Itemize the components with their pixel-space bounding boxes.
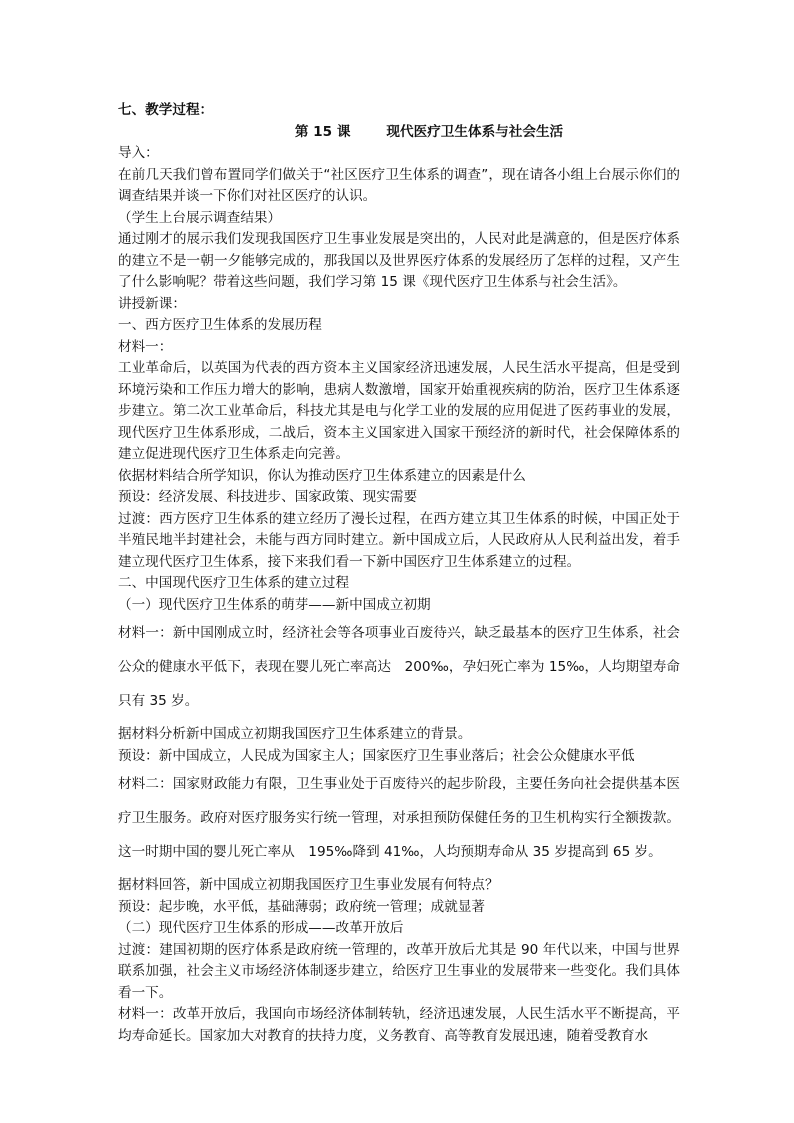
material-1-text: 工业革命后，以英国为代表的西方资本主义国家经济迅速发展，人民生活水平提高，但是受到环境污染和工作压力增大的影响，患病人数激增，国家开始重视疾病的防治，医疗卫生体系逐步建立。第二次工业革命后，科技尤其是电与化学工业的发展的应用促进了医药事业的发展，现代医疗卫生体系形成，二战后，资本主义国家进入国家干预经济的新时代，社会保障体系的建立促进现代医疗卫生体系走向完善。 — [118, 360, 680, 462]
transition-3: 过渡：建国初期的医疗体系是政府统一管理的，改革开放后尤其是 90 年代以来，中国与世界联系加强，社会主义市场经济体制逐步建立，给医疗卫生事业的发展带来一些变化。我们具体看一下。 — [118, 941, 680, 1001]
transition-1: 通过刚才的展示我们发现我国医疗卫生事业发展是突出的，人民对此是满意的，但是医疗体系的建立不是一朝一夕能够完成的，那我国以及世界医疗体系的发展经历了怎样的过程，又产生了什么影响呢？带着这些问题，我们学习第 15 课《现代医疗卫生体系与社会生活》。 — [118, 231, 680, 290]
sub-2-heading: （二）现代医疗卫生体系的形成——改革开放后 — [118, 920, 404, 936]
question-2: 据材料分析新中国成立初期我国医疗卫生体系建立的背景。 — [118, 726, 472, 742]
intro-label: 导入： — [118, 145, 159, 161]
transition-2: 过渡：西方医疗卫生体系的建立经历了漫长过程，在西方建立其卫生体系的时候，中国正处于半殖民地半封建社会，未能与西方同时建立。新中国成立后，人民政府从人民利益出发，着手建立现代医疗卫生体系，接下来我们看一下新中国医疗卫生体系建立的过程。 — [118, 510, 680, 570]
material-3-text: 材料一：改革开放后，我国向市场经济体制转轨，经济迅速发展，人民生活水平不断提高，平均寿命延长。国家加大对教育的扶持力度，义务教育、高等教育发展迅速，随着受教育水 — [118, 1006, 680, 1044]
material-1-label: 材料一： — [118, 338, 173, 355]
lesson-title — [118, 122, 680, 144]
part-1-heading: 一、西方医疗卫生体系的发展历程 — [118, 317, 322, 333]
lesson-number: 第 15 课 — [294, 123, 351, 140]
document-page — [118, 100, 680, 1047]
preset-3: 预设：起步晚，水平低，基础薄弱；政府统一管理；成就显著 — [118, 898, 486, 915]
question-3: 据材料回答，新中国成立初期我国医疗卫生事业发展有何特点？ — [118, 877, 499, 893]
intro-text: 在前几天我们曾布置同学们做关于“社区医疗卫生体系的调查”，现在请各小组上台展示你们的调查结果并谈一下你们对社区医疗的认识。 — [118, 166, 680, 204]
material-1b-text: 材料一：新中国刚成立时，经济社会等各项事业百废待兴，缺乏最基本的医疗卫生体系，社会公众的健康水平低下，表现在婴儿死亡率高达 200‰，孕妇死亡率为 15‰，人均期望寿命只有 35 岁。 — [118, 625, 680, 709]
student-show: （学生上台展示调查结果） — [118, 209, 282, 226]
preset-2: 预设：新中国成立，人民成为国家主人；国家医疗卫生事业落后；社会公众健康水平低 — [118, 747, 635, 764]
section-heading: 七、教学过程： — [118, 102, 214, 118]
sub-1-heading: （一）现代医疗卫生体系的萌芽——新中国成立初期 — [118, 596, 431, 613]
lesson-name: 现代医疗卫生体系与社会生活 — [386, 123, 564, 140]
new-lesson-label: 讲授新课： — [118, 295, 186, 312]
preset-1: 预设：经济发展、科技进步、国家政策、现实需要 — [118, 489, 418, 505]
material-2-text: 材料二：国家财政能力有限，卫生事业处于百废待兴的起步阶段，主要任务向社会提供基本医疗卫生服务。政府对医疗服务实行统一管理，对承担预防保健任务的卫生机构实行全额拨款。这一时期中国的婴儿死亡率从 195‰降到 41‰，人均预期寿命从 35 岁提高到 65 岁。 — [118, 776, 680, 860]
question-1: 依据材料结合所学知识，你认为推动医疗卫生体系建立的因素是什么 — [118, 467, 526, 484]
part-2-heading: 二、中国现代医疗卫生体系的建立过程 — [118, 575, 350, 591]
